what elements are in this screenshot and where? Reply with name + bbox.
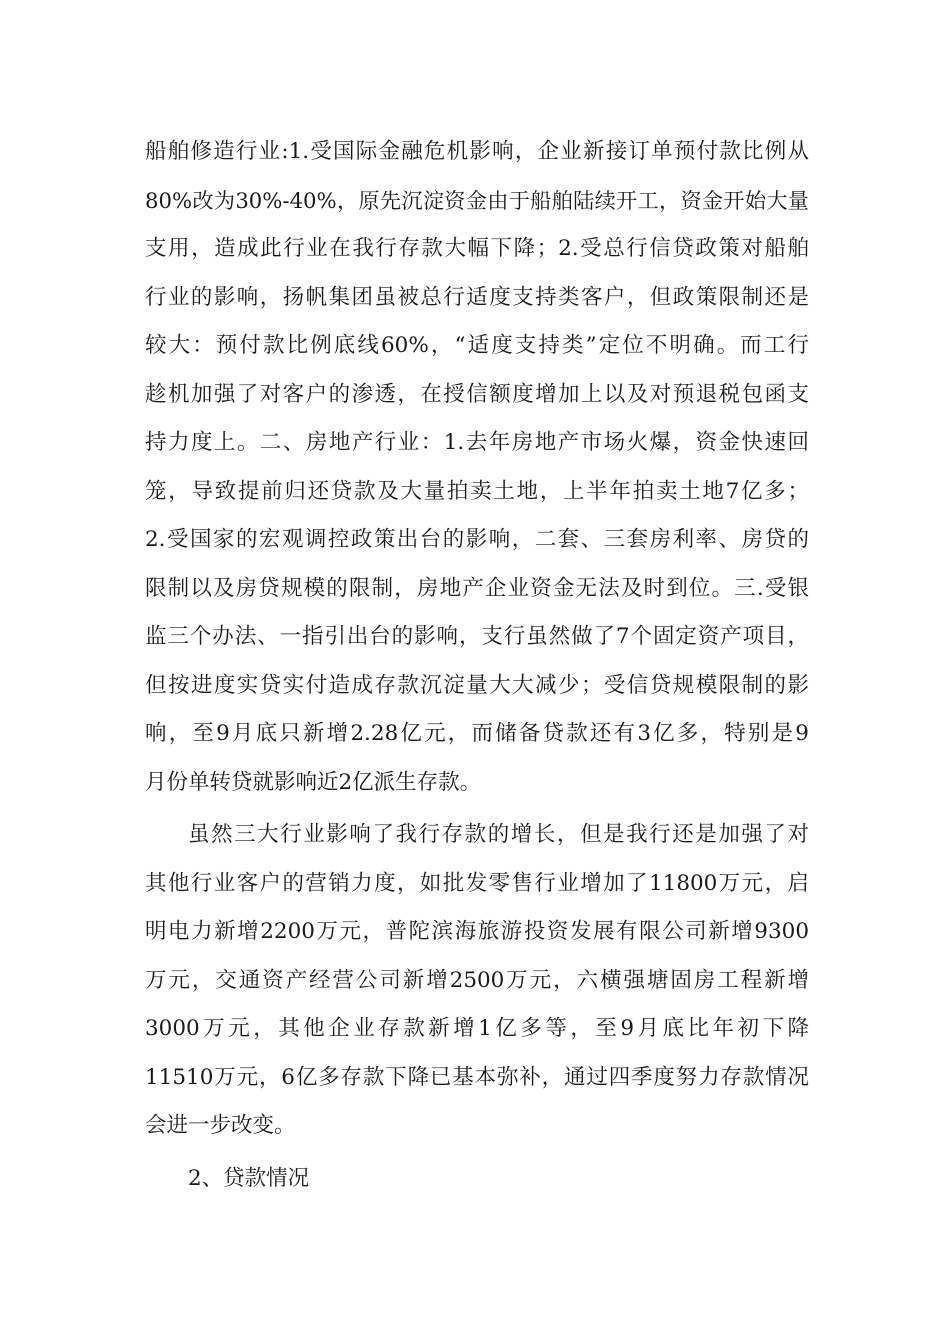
text-line: 会进一步改变。	[145, 1113, 296, 1138]
text-line: 虽然三大行业影响了我行存款的增长，但是我行还是加强了对	[188, 822, 809, 847]
text-line: 11510万元，6亿多存款下降已基本弥补，通过四季度努力存款情况	[145, 1064, 809, 1090]
text-line: 监三个办法、一指引出台的影响，支行虽然做了7个固定资产项目，	[145, 624, 809, 649]
text-line: 行业的影响，扬帆集团虽被总行适度支持类客户，但政策限制还是	[145, 284, 809, 310]
text-line: 趁机加强了对客户的渗透，在授信额度增加上以及对预退税包函支	[145, 381, 809, 407]
text-line: 3000万元，其他企业存款新增1亿多等，至9月底比年初下降	[145, 1016, 809, 1041]
text-line: 响，至9月底只新增2.28亿元，而储备贷款还有3亿多，特别是9	[145, 721, 809, 746]
text-line: 笼，导致提前归还贷款及大量拍卖土地，上半年拍卖土地7亿多；	[145, 478, 809, 504]
text-line: 月份单转贷就影响近2亿派生存款。	[145, 769, 482, 795]
text-line: 明电力新增2200万元，普陀滨海旅游投资发展有限公司新增9300	[145, 919, 809, 944]
text-line: 支用，造成此行业在我行存款大幅下降；2.受总行信贷政策对船舶	[145, 236, 809, 261]
paragraph-industry-impact	[145, 128, 809, 807]
text-line: 持力度上。二、房地产行业：1.去年房地产市场火爆，资金快速回	[145, 430, 809, 455]
document-body	[145, 128, 809, 1203]
text-line: 其他行业客户的营销力度，如批发零售行业增加了11800万元，启	[145, 870, 809, 896]
text-line: 船舶修造行业:1.受国际金融危机影响，企业新接订单预付款比例从	[145, 139, 809, 164]
text-line: 限制以及房贷规模的限制，房地产企业资金无法及时到位。三.受银	[145, 575, 809, 601]
text-line: 但按进度实贷实付造成存款沉淀量大大减少；受信贷规模限制的影	[145, 672, 809, 698]
text-line: 万元，交通资产经营公司新增2500万元，六横强塘固房工程新增	[145, 967, 809, 993]
text-line: 2.受国家的宏观调控政策出台的影响，二套、三套房利率、房贷的	[145, 527, 809, 552]
text-line: 80%改为30%-40%，原先沉淀资金由于船舶陆续开工，资金开始大量	[145, 187, 809, 213]
section-heading-loans	[145, 1155, 809, 1204]
paragraph-other-industries	[145, 811, 809, 1151]
text-line: 较大：预付款比例底线60%，“适度支持类”定位不明确。而工行	[145, 333, 809, 358]
section-heading: 2、贷款情况	[188, 1165, 310, 1191]
